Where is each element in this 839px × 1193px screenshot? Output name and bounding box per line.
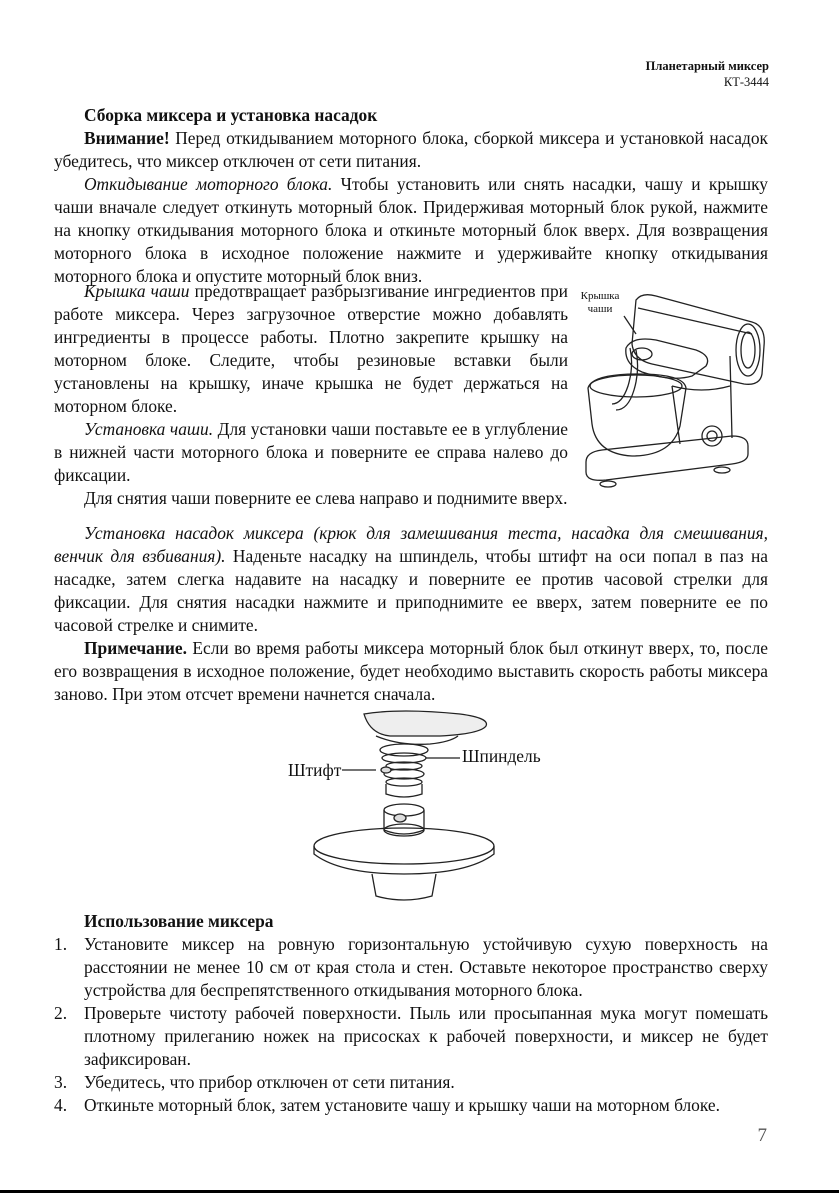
spindle-illustration bbox=[280, 706, 580, 906]
attach-paragraph bbox=[54, 522, 768, 637]
lid-bowl-section bbox=[54, 280, 568, 510]
attachments-section bbox=[54, 522, 768, 706]
mixer-drawing bbox=[572, 286, 768, 498]
list-item-number: 4. bbox=[54, 1095, 68, 1115]
warning-label: Внимание! bbox=[84, 128, 170, 148]
warning-text: Перед откидыванием моторного блока, сборкой миксера и установкой насадок убедитесь, что миксер отключен от сети питания. bbox=[54, 128, 768, 171]
list-item-text: Убедитесь, что прибор отключен от сети питания. bbox=[84, 1072, 455, 1092]
header-model: КТ-3444 bbox=[723, 75, 769, 89]
list-item-number: 3. bbox=[54, 1072, 68, 1092]
lid-text: предотвращает разбрызгивание ингредиентов при работе миксера. Через загрузочное отверстие можно добавлять ингредиенты в процессе работы. Плотно закрепите крышку на моторном блоке. Следите, чтобы резиновые вставки были установлены на крышку, иначе крышка не будет держаться на моторном блоке. bbox=[54, 281, 568, 416]
bowl-paragraph bbox=[54, 418, 568, 487]
lid-callout-label: Крышка чаши bbox=[580, 290, 620, 315]
bowl-text: Для установки чаши поставьте ее в углубление в нижней части моторного блока и поверните ее справа налево до фиксации. bbox=[54, 419, 568, 485]
note-paragraph bbox=[54, 637, 768, 706]
list-item-text: Установите миксер на ровную горизонтальную устойчивую сухую поверхность на расстоянии не менее 10 см от края стола и стен. Оставьте некоторое пространство сверху устройства для беспрепятственного откидывания моторного блока. bbox=[84, 934, 768, 1000]
list-item bbox=[54, 933, 768, 1002]
spindle-label: Шпиндель bbox=[462, 746, 541, 766]
spindle-drawing bbox=[280, 706, 580, 906]
list-item-number: 1. bbox=[54, 934, 68, 954]
attach-text: Наденьте насадку на шпиндель, чтобы штифт на оси попал в паз на насадке, затем слегка надавите на насадку и поверните ее против часовой стрелки для фиксации. Для снятия насадки нажмите и приподнимите ее вверх, затем поверните ее по часовой стрелке и снимите. bbox=[54, 546, 769, 635]
tilt-text: Чтобы установить или снять насадки, чашу и крышку чаши вначале следует откинуть моторный блок. Придерживая моторный блок рукой, нажмите на кнопку откидывания моторного блока и откиньте моторный блок вверх. Для возвращения моторного блока в исходное положение нажмите и удерживайте кнопку откидывания моторного блока и опустите моторный блок вниз. bbox=[54, 174, 768, 286]
list-item bbox=[54, 1071, 768, 1094]
list-item-text: Проверьте чистоту рабочей поверхности. Пыль или просыпанная мука могут помешать плотному прилеганию ножек на присосках к рабочей поверхности, и миксер не будет зафиксирован. bbox=[84, 1003, 768, 1069]
usage-heading: Использование миксера bbox=[84, 911, 274, 931]
mixer-illustration bbox=[572, 286, 768, 498]
section-heading: Сборка миксера и установка насадок bbox=[84, 105, 378, 125]
pin-label: Штифт bbox=[288, 760, 342, 780]
note-text: Если во время работы миксера моторный блок был откинут вверх, то, после его возвращения в исходное положение, будет необходимо выставить скорость работы миксера заново. При этом отсчет времени начнется сначала. bbox=[54, 638, 768, 704]
warning-paragraph bbox=[54, 127, 768, 173]
page-header bbox=[646, 58, 769, 90]
header-title: Планетарный миксер bbox=[645, 59, 769, 73]
assembly-section bbox=[54, 104, 768, 288]
list-item bbox=[54, 1094, 768, 1117]
attach-label: Установка насадок миксера (крюк для замешивания теста, насадка для смешивания, венчик для взбивания). bbox=[54, 523, 768, 566]
bowl-label: Установка чаши. bbox=[84, 419, 214, 439]
usage-list bbox=[54, 933, 768, 1117]
page-number: 7 bbox=[757, 1125, 767, 1146]
note-label: Примечание. bbox=[84, 638, 187, 658]
lid-paragraph bbox=[54, 280, 568, 418]
lid-label: Крышка чаши bbox=[84, 281, 190, 301]
usage-section bbox=[54, 910, 768, 1117]
list-item-text: Откиньте моторный блок, затем установите чашу и крышку чаши на моторном блоке. bbox=[84, 1095, 720, 1115]
list-item-number: 2. bbox=[54, 1003, 68, 1023]
tilt-paragraph bbox=[54, 173, 768, 288]
list-item bbox=[54, 1002, 768, 1071]
bowl-remove-paragraph: Для снятия чаши поверните ее слева направо и поднимите вверх. bbox=[84, 488, 568, 508]
tilt-label: Откидывание моторного блока. bbox=[84, 174, 333, 194]
